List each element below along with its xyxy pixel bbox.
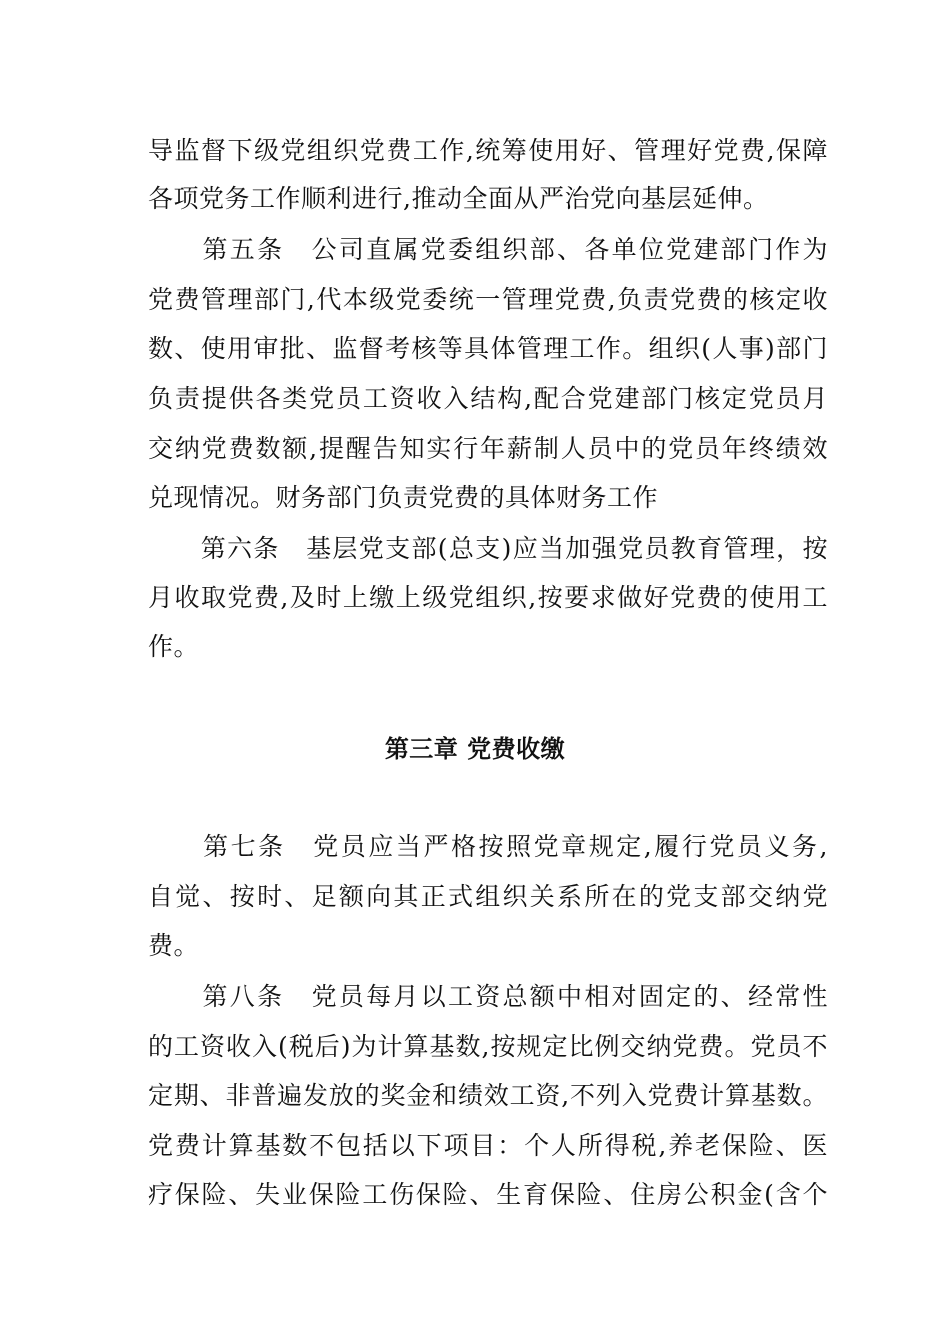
article-8-line: 疗保险、失业保险工伤保险、生育保险、住房公积金(含个 — [148, 1180, 828, 1209]
article-5-line: 兑现情况。财务部门负责党费的具体财务工作 — [148, 483, 659, 512]
article-6-line: 月收取党费,及时上缴上级党组织,按要求做好党费的使用工 — [148, 583, 828, 612]
article-8-line: 党费计算基数不包括以下项目：个人所得税,养老保险、医 — [148, 1131, 828, 1160]
article-7-line: 费。 — [148, 931, 200, 960]
article-6-line: 第六条 基层党支部(总支)应当加强党员教育管理，按 — [148, 534, 828, 563]
article-5-line: 数、使用审批、监督考核等具体管理工作。组织(人事)部门 — [148, 334, 828, 363]
article-5-line: 党费管理部门,代本级党委统一管理党费,负责党费的核定收 — [148, 285, 828, 314]
paragraph-line: 各项党务工作顺利进行,推动全面从严治党向基层延伸。 — [148, 184, 769, 213]
paragraph-line: 导监督下级党组织党费工作,统筹使用好、管理好党费,保障 — [148, 136, 828, 165]
article-7-line: 自觉、按时、足额向其正式组织关系所在的党支部交纳党 — [148, 882, 828, 911]
article-6-line: 作。 — [148, 632, 200, 661]
article-7-line: 第七条 党员应当严格按照党章规定,履行党员义务, — [148, 832, 828, 861]
article-8-line: 定期、非普遍发放的奖金和绩效工资,不列入党费计算基数。 — [148, 1081, 828, 1110]
article-8-line: 第八条 党员每月以工资总额中相对固定的、经常性 — [148, 982, 828, 1011]
article-5-line: 交纳党费数额,提醒告知实行年薪制人员中的党员年终绩效 — [148, 434, 828, 463]
article-5-line: 负责提供各类党员工资收入结构,配合党建部门核定党员月 — [148, 384, 828, 413]
article-8-line: 的工资收入(税后)为计算基数,按规定比例交纳党费。党员不 — [148, 1032, 828, 1061]
article-5-line: 第五条 公司直属党委组织部、各单位党建部门作为 — [148, 235, 828, 264]
chapter-title: 第三章 党费收缴 — [384, 735, 566, 763]
